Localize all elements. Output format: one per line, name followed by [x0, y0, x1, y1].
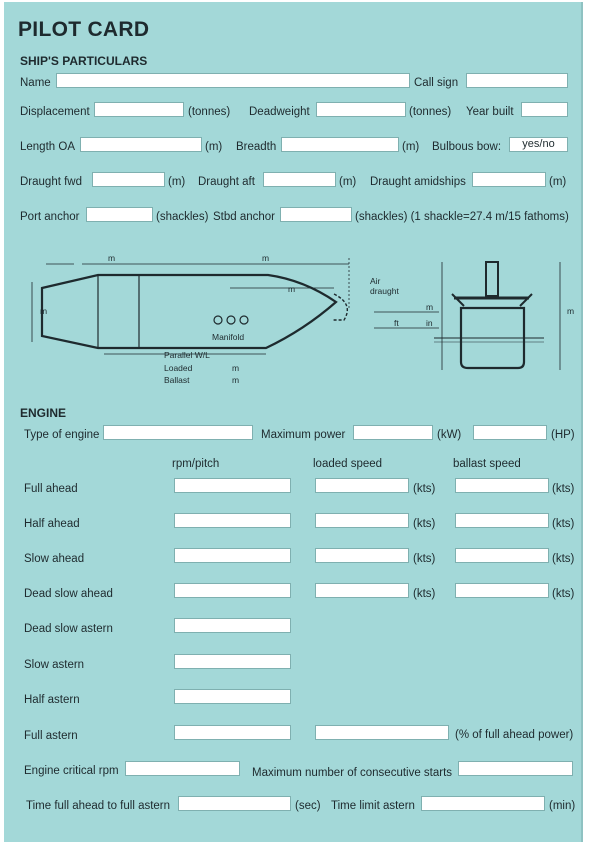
ballast-label: Ballast	[164, 375, 190, 385]
full-astern-power-note: (% of full ahead power)	[455, 729, 574, 741]
time-full-ahead-astern-label: Time full ahead to full astern	[26, 800, 171, 812]
stbd-anchor-label: Stbd anchor	[213, 211, 276, 223]
draught-fwd-unit: (m)	[168, 176, 186, 188]
page-title: PILOT CARD	[18, 18, 150, 41]
call-sign-label: Call sign	[414, 77, 459, 89]
row-half-astern-label: Half astern	[24, 694, 80, 706]
type-of-engine-label: Type of engine	[24, 429, 100, 441]
draught-aft-label: Draught aft	[198, 176, 255, 188]
breadth-field[interactable]	[281, 137, 399, 152]
displacement-unit: (tonnes)	[188, 106, 231, 118]
manifold-valve	[240, 316, 248, 324]
type-of-engine-field[interactable]	[103, 425, 253, 440]
ship-cross-section-diagram	[364, 250, 579, 380]
hp-unit: (HP)	[551, 429, 575, 441]
name-label: Name	[20, 77, 51, 89]
draught-amidships-label: Draught amidships	[370, 176, 466, 188]
funnel	[486, 262, 498, 296]
name-field[interactable]	[56, 73, 410, 88]
max-starts-label: Maximum number of consecutive starts	[252, 767, 453, 779]
breadth-label: Breadth	[236, 141, 277, 153]
half-ahead-ballast-field[interactable]	[455, 513, 549, 528]
port-anchor-label: Port anchor	[20, 211, 80, 223]
dead-slow-ahead-rpm-field[interactable]	[174, 583, 291, 598]
dim-m-label: m	[232, 375, 240, 385]
stbd-anchor-field[interactable]	[280, 207, 352, 222]
bulbous-bow-field[interactable]: yes/no	[509, 137, 568, 152]
dead-slow-ahead-ballast-field[interactable]	[455, 583, 549, 598]
deadweight-label: Deadweight	[249, 106, 310, 118]
engine-critical-rpm-field[interactable]	[125, 761, 240, 776]
dim-m-label: m	[567, 306, 575, 316]
dim-m-label: m	[426, 302, 434, 312]
draught-fwd-field[interactable]	[92, 172, 165, 187]
draught-amidships-field[interactable]	[472, 172, 546, 187]
full-ahead-loaded-field[interactable]	[315, 478, 409, 493]
row-full-astern-label: Full astern	[24, 730, 78, 742]
air-label: Air	[370, 276, 381, 286]
slow-ahead-loaded-field[interactable]	[315, 548, 409, 563]
dim-m-label: m	[40, 306, 48, 316]
section-ships-particulars: SHIP'S PARTICULARS	[20, 54, 148, 68]
kts-unit: (kts)	[413, 588, 436, 600]
kts-unit: (kts)	[552, 553, 575, 565]
max-starts-field[interactable]	[458, 761, 573, 776]
row-full-ahead-label: Full ahead	[24, 483, 78, 495]
bulbous-bow-outline	[332, 294, 347, 320]
manifold-label: Manifold	[212, 332, 245, 342]
time-full-ahead-astern-field[interactable]	[178, 796, 291, 811]
port-anchor-unit: (shackles)	[156, 211, 209, 223]
draught-fwd-label: Draught fwd	[20, 176, 83, 188]
kts-unit: (kts)	[552, 588, 575, 600]
pilot-card	[4, 2, 583, 842]
full-ahead-rpm-field[interactable]	[174, 478, 291, 493]
row-dead-slow-ahead-label: Dead slow ahead	[24, 588, 113, 600]
draught-label: draught	[370, 286, 399, 296]
maximum-power-hp-field[interactable]	[473, 425, 547, 440]
slow-ahead-ballast-field[interactable]	[455, 548, 549, 563]
kts-unit: (kts)	[413, 518, 436, 530]
ship-side-diagram	[4, 250, 364, 390]
year-built-field[interactable]	[521, 102, 568, 117]
dim-m-label: m	[288, 284, 296, 294]
deadweight-unit: (tonnes)	[409, 106, 452, 118]
parallel-wl-label: Parallel W/L	[164, 350, 210, 360]
col-loaded-speed: loaded speed	[313, 458, 383, 470]
dim-m-label: m	[262, 253, 270, 263]
displacement-label: Displacement	[20, 106, 90, 118]
manifold-valve	[227, 316, 235, 324]
maximum-power-kw-field[interactable]	[353, 425, 433, 440]
kts-unit: (kts)	[413, 483, 436, 495]
kts-unit: (kts)	[413, 553, 436, 565]
time-limit-astern-field[interactable]	[421, 796, 545, 811]
col-ballast-speed: ballast speed	[453, 458, 521, 470]
draught-amidships-unit: (m)	[549, 176, 567, 188]
maximum-power-label: Maximum power	[261, 429, 346, 441]
half-ahead-loaded-field[interactable]	[315, 513, 409, 528]
dim-m-label: m	[108, 253, 116, 263]
draught-aft-field[interactable]	[263, 172, 336, 187]
shackle-note: (shackles) (1 shackle=27.4 m/15 fathoms)	[355, 211, 569, 223]
row-slow-astern-label: Slow astern	[24, 659, 85, 671]
in-label: in	[426, 318, 433, 328]
bulbous-bow-label: Bulbous bow:	[432, 141, 502, 153]
loaded-label: Loaded	[164, 363, 193, 373]
breadth-unit: (m)	[402, 141, 420, 153]
sec-unit: (sec)	[295, 800, 321, 812]
ft-label: ft	[394, 318, 399, 328]
half-astern-rpm-field[interactable]	[174, 689, 291, 704]
length-unit: (m)	[205, 141, 223, 153]
slow-ahead-rpm-field[interactable]	[174, 548, 291, 563]
manifold-valve	[214, 316, 222, 324]
col-rpm-pitch: rpm/pitch	[172, 458, 220, 470]
displacement-field[interactable]	[94, 102, 184, 117]
year-built-label: Year built	[466, 106, 514, 118]
row-dead-slow-astern-label: Dead slow astern	[24, 623, 113, 635]
deadweight-field[interactable]	[316, 102, 406, 117]
dead-slow-ahead-loaded-field[interactable]	[315, 583, 409, 598]
kts-unit: (kts)	[552, 518, 575, 530]
dim-m-label: m	[232, 363, 240, 373]
section-engine: ENGINE	[20, 406, 67, 420]
dead-slow-astern-rpm-field[interactable]	[174, 618, 291, 633]
call-sign-field[interactable]	[466, 73, 568, 88]
min-unit: (min)	[549, 800, 576, 812]
full-astern-power-field[interactable]	[315, 725, 449, 740]
full-ahead-ballast-field[interactable]	[455, 478, 549, 493]
length-oa-field[interactable]	[80, 137, 202, 152]
kts-unit: (kts)	[552, 483, 575, 495]
draught-aft-unit: (m)	[339, 176, 357, 188]
time-limit-astern-label: Time limit astern	[331, 800, 415, 812]
row-slow-ahead-label: Slow ahead	[24, 553, 85, 565]
slow-astern-rpm-field[interactable]	[174, 654, 291, 669]
engine-critical-rpm-label: Engine critical rpm	[24, 765, 119, 777]
port-anchor-field[interactable]	[86, 207, 153, 222]
row-half-ahead-label: Half ahead	[24, 518, 80, 530]
full-astern-rpm-field[interactable]	[174, 725, 291, 740]
kw-unit: (kW)	[437, 429, 462, 441]
half-ahead-rpm-field[interactable]	[174, 513, 291, 528]
length-oa-label: Length OA	[20, 141, 75, 153]
